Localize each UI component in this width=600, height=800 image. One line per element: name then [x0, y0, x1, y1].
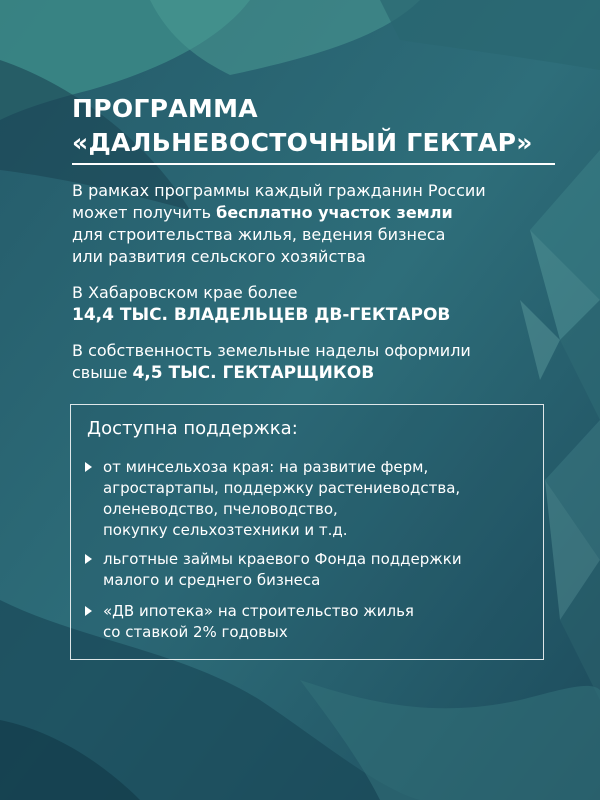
- ownership-line-2-bold: 4,5 ТЫС. ГЕКТАРЩИКОВ: [132, 363, 375, 383]
- support-item-text: [103, 457, 535, 541]
- support-item-line: оленеводство, пчеловодство,: [103, 500, 338, 518]
- intro-line-2-bold: бесплатно участок земли: [216, 203, 453, 222]
- intro-line-3: для строительства жилья, ведения бизнеса: [72, 225, 446, 244]
- support-item-line: со ставкой 2% годовых: [103, 623, 288, 641]
- ownership-line-2-plain: свыше: [72, 363, 133, 382]
- support-item-line: «ДВ ипотека» на строительство жилья: [103, 602, 414, 620]
- support-item-text: [103, 549, 535, 591]
- title-block: [72, 92, 572, 165]
- support-item: [85, 457, 535, 541]
- intro-line-2-plain: может получить: [72, 203, 217, 222]
- owners-line-1: В Хабаровском крае более: [72, 283, 298, 302]
- owners-paragraph: [72, 282, 552, 326]
- bullet-arrow-icon: [85, 554, 92, 564]
- intro-paragraph: [72, 180, 552, 268]
- support-item-line: от минсельхоза края: на развитие ферм,: [103, 458, 429, 476]
- ownership-line-2: [72, 362, 552, 384]
- support-box: [70, 404, 544, 660]
- intro-line-1: В рамках программы каждый гражданин России: [72, 181, 486, 200]
- owners-line-2: 14,4 ТЫС. ВЛАДЕЛЬЦЕВ ДВ-ГЕКТАРОВ: [72, 305, 451, 325]
- support-item-line: агростартапы, поддержку растениеводства,: [103, 479, 461, 497]
- support-item: [85, 601, 535, 643]
- ownership-paragraph: [72, 340, 552, 384]
- intro-line-4: или развития сельского хозяйства: [72, 247, 366, 266]
- title-line-2: «ДАЛЬНЕВОСТОЧНЫЙ ГЕКТАР»: [72, 128, 533, 157]
- bullet-arrow-icon: [85, 462, 92, 472]
- ownership-line-1: В собственность земельные наделы оформили: [72, 341, 471, 360]
- bullet-arrow-icon: [85, 606, 92, 616]
- title-underline: [72, 163, 555, 165]
- title-line-1: ПРОГРАММА: [72, 94, 258, 123]
- support-title: Доступна поддержка:: [87, 418, 298, 439]
- support-item-line: малого и среднего бизнеса: [103, 571, 321, 589]
- intro-line-2: [72, 202, 552, 224]
- support-item-text: [103, 601, 535, 643]
- support-item-line: льготные займы краевого Фонда поддержки: [103, 550, 462, 568]
- support-item-line: покупку сельхозтехники и т.д.: [103, 521, 348, 539]
- support-item: [85, 549, 535, 591]
